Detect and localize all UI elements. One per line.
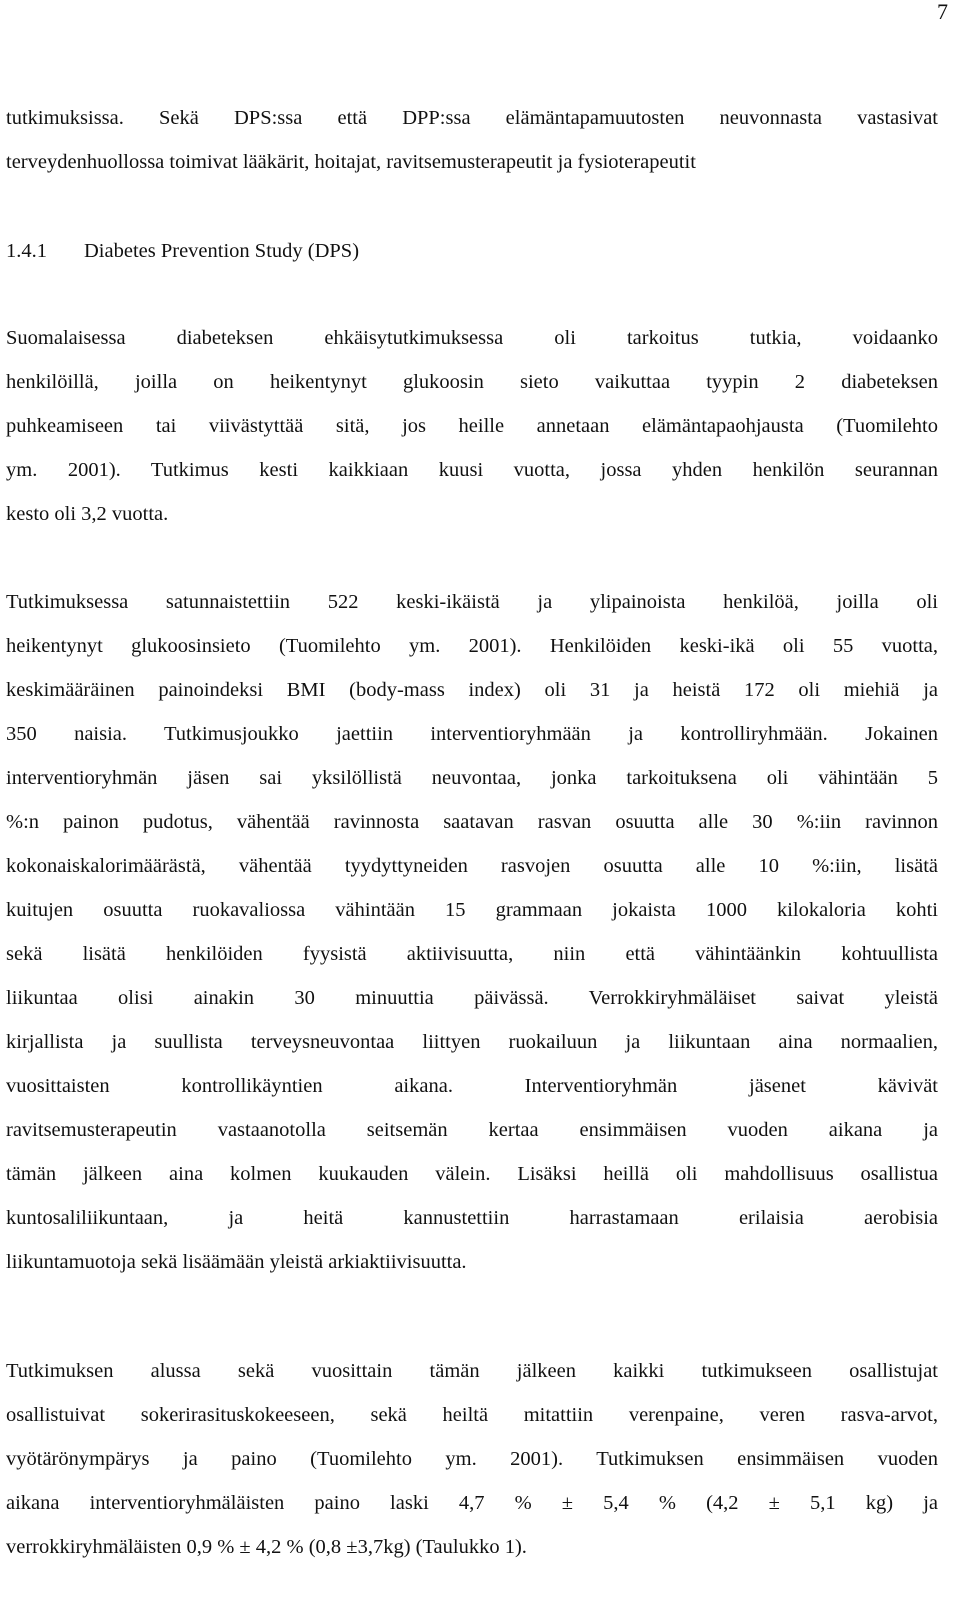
paragraph-line: heikentynyt glukoosinsieto (Tuomilehto ym. 2001). Henkilöiden keski-ikä oli 55 vuotta, [6,635,938,657]
paragraph-line: ravitsemusterapeutin vastaanotolla seitsemän kertaa ensimmäisen vuoden aikana ja [6,1119,938,1141]
paragraph-line: kesto oli 3,2 vuotta. [6,503,169,525]
paragraph-line: liikuntaa olisi ainakin 30 minuuttia päivässä. Verrokkiryhmäläiset saivat yleistä [6,987,938,1009]
paragraph-line: osallistuivat sokerirasituskokeeseen, sekä heiltä mitattiin verenpaine, veren rasva-arvot, [6,1404,938,1426]
paragraph-line: liikuntamuotoja sekä lisäämään yleistä arkiaktiivisuutta. [6,1251,467,1273]
paragraph-line: henkilöillä, joilla on heikentynyt glukoosin sieto vaikuttaa tyypin 2 diabeteksen [6,371,938,393]
paragraph-3 [6,1349,938,1569]
paragraph-line: aikana interventioryhmäläisten paino laski 4,7 % ± 5,4 % (4,2 ± 5,1 kg) ja [6,1492,938,1514]
paragraph-line: puhkeamiseen tai viivästyttää sitä, jos heille annetaan elämäntapaohjausta (Tuomilehto [6,415,938,437]
paragraph-line: ym. 2001). Tutkimus kesti kaikkiaan kuusi vuotta, jossa yhden henkilön seurannan [6,459,938,481]
paragraph-line: Tutkimuksessa satunnaistettiin 522 keski-ikäistä ja ylipainoista henkilöä, joilla oli [6,591,938,613]
paragraph-line: 350 naisia. Tutkimusjoukko jaettiin interventioryhmään ja kontrolliryhmään. Jokainen [6,723,938,745]
paragraph-line: kokonaiskalorimäärästä, vähentää tyydyttyneiden rasvojen osuutta alle 10 %:iin, lisätä [6,855,938,877]
paragraph-2 [6,580,938,1284]
paragraph-line: kirjallista ja suullista terveysneuvontaa liittyen ruokailuun ja liikuntaan aina normaalien, [6,1031,938,1053]
paragraph-line: tämän jälkeen aina kolmen kuukauden välein. Lisäksi heillä oli mahdollisuus osallistua [6,1163,938,1185]
page-number: 7 [937,0,948,24]
paragraph-line: tutkimuksissa. Sekä DPS:ssa että DPP:ssa elämäntapamuutosten neuvonnasta vastasivat [6,107,938,129]
paragraph-line: vyötärönympärys ja paino (Tuomilehto ym. 2001). Tutkimuksen ensimmäisen vuoden [6,1448,938,1470]
section-heading [6,229,359,273]
paragraph-line: Suomalaisessa diabeteksen ehkäisytutkimuksessa oli tarkoitus tutkia, voidaanko [6,327,938,349]
paragraph-line: interventioryhmän jäsen sai yksilöllistä neuvontaa, jonka tarkoituksena oli vähintään 5 [6,767,938,789]
paragraph-line: verrokkiryhmäläisten 0,9 % ± 4,2 % (0,8 ±3,7kg) (Taulukko 1). [6,1536,527,1558]
paragraph-1 [6,316,938,536]
section-title: Diabetes Prevention Study (DPS) [84,240,360,262]
paragraph-line: Tutkimuksen alussa sekä vuosittain tämän jälkeen kaikki tutkimukseen osallistujat [6,1360,938,1382]
paragraph-line: keskimääräinen painoindeksi BMI (body-mass index) oli 31 ja heistä 172 oli miehiä ja [6,679,938,701]
paragraph-line: terveydenhuollossa toimivat lääkärit, hoitajat, ravitsemusterapeutit ja fysioterapeutit [6,151,696,173]
paragraph-line: kuntosaliliikuntaan, ja heitä kannustettiin harrastamaan erilaisia aerobisia [6,1207,938,1229]
intro-paragraph [6,96,938,184]
paragraph-line: kuitujen osuutta ruokavaliossa vähintään 15 grammaan jokaista 1000 kilokaloria kohti [6,899,938,921]
paragraph-line: %:n painon pudotus, vähentää ravinnosta saatavan rasvan osuutta alle 30 %:iin ravinnon [6,811,938,833]
paragraph-line: sekä lisätä henkilöiden fyysistä aktiivisuutta, niin että vähintäänkin kohtuullista [6,943,938,965]
section-number: 1.4.1 [6,240,47,262]
paragraph-line: vuosittaisten kontrollikäyntien aikana. Interventioryhmän jäsenet kävivät [6,1075,938,1097]
